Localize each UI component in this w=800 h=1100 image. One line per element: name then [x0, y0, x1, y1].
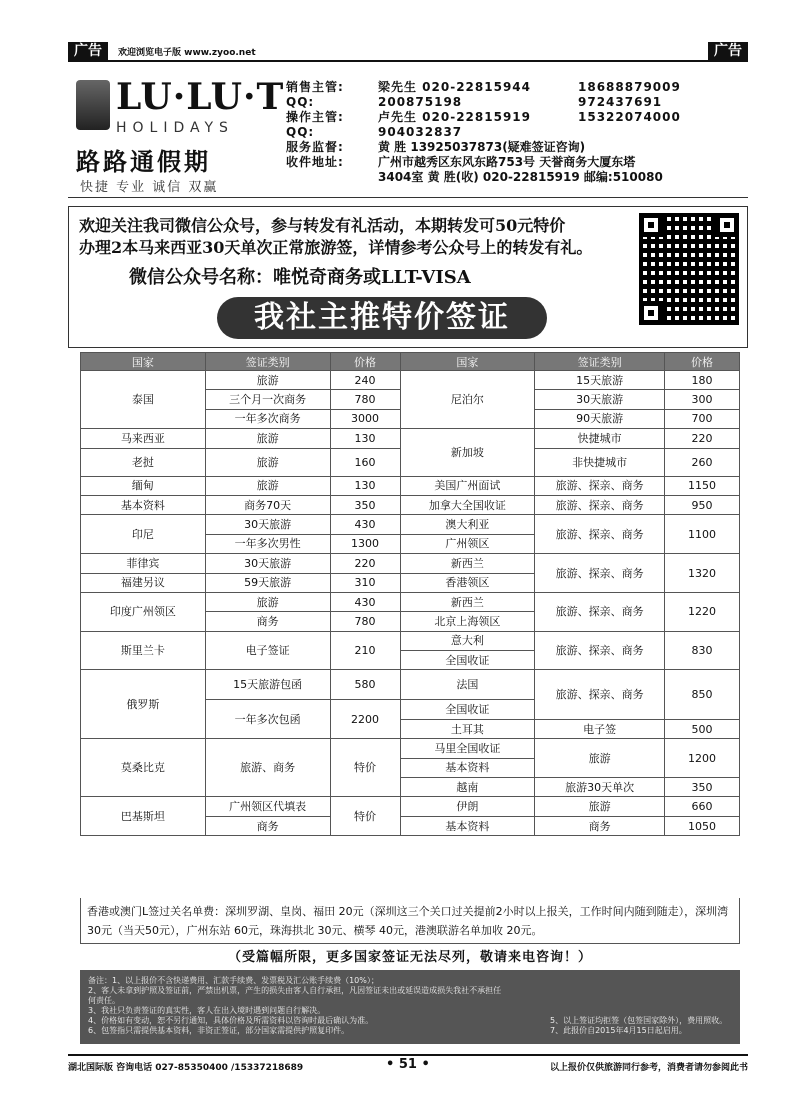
visa-type-cell: 30天旅游 — [535, 390, 665, 409]
country-cell: 法国 — [400, 670, 535, 700]
price-cell: 780 — [330, 612, 400, 631]
remarks-right — [550, 1016, 740, 1036]
visa-type-cell: 旅游、探亲、商务 — [535, 631, 665, 670]
visa-type-cell: 旅游 — [535, 797, 665, 816]
more-countries-note: （受篇幅所限，更多国家签证无法尽列，敬请来电咨询！） — [227, 950, 592, 965]
price-cell: 210 — [330, 631, 400, 670]
country-cell: 尼泊尔 — [400, 371, 535, 429]
visa-type-cell: 30天旅游 — [205, 515, 330, 534]
contact-label: 销售主管: — [286, 80, 344, 94]
price-cell: 300 — [665, 390, 740, 409]
contact-value: 梁先生 020-22815944 — [378, 80, 532, 94]
section-title-banner: 我社主推特价签证 — [217, 297, 547, 339]
table-row — [81, 554, 740, 573]
country-region-cell: 全国收证 — [400, 700, 535, 719]
visa-type-cell: 广州领区代填表 — [205, 797, 330, 816]
country-cell: 美国广州面试 — [400, 476, 535, 495]
country-cell: 泰国 — [81, 371, 206, 429]
visa-type-cell: 旅游、探亲、商务 — [535, 476, 665, 495]
table-row — [81, 739, 740, 758]
table-row — [81, 371, 740, 390]
column-header: 国家 — [81, 353, 206, 371]
remarks-left — [88, 976, 508, 1036]
country-region-cell: 北京上海领区 — [400, 612, 535, 631]
contact-value: 3404室 黄 胜(收) 020-22815919 邮编:510080 — [378, 170, 663, 184]
country-note-cell: 福建另议 — [81, 573, 206, 592]
price-cell: 850 — [665, 670, 740, 719]
page-number: • 51 • — [386, 1057, 430, 1072]
price-cell: 1220 — [665, 592, 740, 631]
visa-type-cell: 快捷城市 — [535, 429, 665, 448]
promo-line-1: 欢迎关注我司微信公众号，参与转发有礼活动，本期转发可50元特价 — [79, 216, 566, 235]
visa-type-cell: 旅游、探亲、商务 — [535, 495, 665, 514]
price-cell: 950 — [665, 495, 740, 514]
country-cell: 老挝 — [81, 448, 206, 476]
contact-row — [286, 80, 746, 95]
logo-holidays-text: HOLIDAYS — [116, 120, 234, 136]
country-cell: 越南 — [400, 778, 535, 797]
hk-macau-note: 香港或澳门L签过关名单费：深圳罗湖、皇岗、福田 20元（深圳这三个关口过关提前2小时以上报关，工作时间内随到随走），深圳湾 30元（当天50元），广州东站 60元，珠海拱北 30元、横琴 40元，港澳联游名单加收 20元。 — [80, 898, 740, 944]
country-cell: 马里全国收证 — [400, 739, 535, 758]
contact-row — [286, 170, 746, 185]
contact-row — [286, 125, 746, 140]
column-header: 签证类别 — [205, 353, 330, 371]
price-cell: 特价 — [330, 739, 400, 797]
country-cell: 新加坡 — [400, 429, 535, 476]
price-cell: 240 — [330, 371, 400, 390]
footer-edition-phone: 湖北国际版 咨询电话 027-85350400 /15337218689 — [68, 1063, 304, 1073]
contact-info — [286, 80, 746, 185]
table-row — [81, 495, 740, 514]
visa-type-cell: 15天旅游 — [535, 371, 665, 390]
table-row — [81, 797, 740, 816]
price-cell: 220 — [330, 554, 400, 573]
column-header: 签证类别 — [535, 353, 665, 371]
visa-type-cell: 一年多次男性 — [205, 534, 330, 553]
visa-type-cell: 15天旅游包函 — [205, 670, 330, 700]
remark-item: 2、客人未拿到护照及签证前，严禁出机票，产生的损失由客人自行承担，凡因签证未出或延误造成损失我社不承担任何责任。 — [88, 986, 502, 1005]
visa-type-cell: 旅游、商务 — [205, 739, 330, 797]
table-row — [81, 592, 740, 611]
visa-type-cell: 商务70天 — [205, 495, 330, 514]
contact-label: QQ: — [286, 95, 315, 109]
page-footer — [68, 1054, 748, 1072]
contact-row — [286, 95, 746, 110]
remark-item: 4、价格如有变动，恕不另行通知，具体价格及所需资料以咨询时最后确认为准。 — [88, 1016, 374, 1025]
contact-row — [286, 140, 746, 155]
remark-item: 7、此报价自2015年4月15日起启用。 — [550, 1026, 687, 1035]
table-row — [81, 476, 740, 495]
logo-chinese-name: 路路通假期 — [76, 148, 211, 176]
visa-type-cell: 59天旅游 — [205, 573, 330, 592]
price-cell: 350 — [330, 495, 400, 514]
country-cell: 缅甸 — [81, 476, 206, 495]
visa-type-cell: 非快捷城市 — [535, 448, 665, 476]
contact-label: 服务监督: — [286, 140, 344, 154]
price-cell: 1100 — [665, 515, 740, 554]
visa-type-cell: 旅游 — [205, 371, 330, 390]
price-cell: 660 — [665, 797, 740, 816]
visa-type-cell: 旅游 — [205, 592, 330, 611]
price-cell: 1320 — [665, 554, 740, 593]
country-cell: 印度广州领区 — [81, 592, 206, 631]
country-note-cell: 基本资料 — [81, 495, 206, 514]
qr-code-icon — [639, 213, 739, 325]
contact-value: 15322074000 — [578, 110, 681, 124]
country-cell: 新西兰 — [400, 554, 535, 573]
contact-label — [286, 170, 378, 185]
column-header: 国家 — [400, 353, 535, 371]
price-cell: 特价 — [330, 797, 400, 836]
visa-type-cell: 商务 — [205, 816, 330, 835]
ad-label-left: 广告 — [68, 42, 108, 61]
price-cell: 1050 — [665, 816, 740, 835]
price-cell: 780 — [330, 390, 400, 409]
logo-slogan: 快捷 专业 诚信 双赢 — [80, 180, 219, 195]
country-cell: 意大利 — [400, 631, 535, 650]
contact-value: 200875198 — [378, 95, 463, 109]
contact-label: QQ: — [286, 125, 315, 139]
remarks-box — [80, 970, 740, 1044]
country-region-cell: 基本资料 — [400, 758, 535, 777]
contact-row — [286, 155, 746, 170]
country-region-cell: 广州领区 — [400, 534, 535, 553]
country-region-cell: 基本资料 — [400, 816, 535, 835]
price-cell: 430 — [330, 592, 400, 611]
country-cell: 土耳其 — [400, 719, 535, 738]
contact-row — [286, 110, 746, 125]
price-cell: 160 — [330, 448, 400, 476]
contact-label: 操作主管: — [286, 110, 344, 124]
country-cell: 斯里兰卡 — [81, 631, 206, 670]
visa-type-cell: 旅游 — [205, 429, 330, 448]
price-cell: 430 — [330, 515, 400, 534]
price-cell: 1200 — [665, 739, 740, 778]
visa-type-cell: 旅游、探亲、商务 — [535, 670, 665, 719]
price-cell: 260 — [665, 448, 740, 476]
remark-item: 5、以上签证均拒签（包签国家除外），费用照收。 — [550, 1016, 728, 1025]
table-row — [81, 670, 740, 700]
contact-value: 黄 胜 13925037873(疑难签证咨询) — [378, 140, 586, 154]
footer-disclaimer: 以上报价仅供旅游同行参考，消费者请勿参阅此书 — [549, 1063, 748, 1073]
price-cell: 500 — [665, 719, 740, 738]
company-logo — [68, 76, 285, 196]
country-cell: 澳大利亚 — [400, 515, 535, 534]
logo-brand-text: LU·LU·T — [116, 76, 285, 118]
country-cell: 加拿大全国收证 — [400, 495, 535, 514]
column-header: 价格 — [330, 353, 400, 371]
price-cell: 3000 — [330, 409, 400, 428]
visa-type-cell: 商务 — [535, 816, 665, 835]
top-url-text: 欢迎浏览电子版 www.zyoo.net — [118, 48, 256, 58]
visa-type-cell: 三个月一次商务 — [205, 390, 330, 409]
promo-line-2: 办理2本马来西亚30天单次正常旅游签，详情参考公众号上的转发有礼。 — [79, 238, 593, 257]
ad-label-right: 广告 — [708, 42, 748, 61]
country-cell: 印尼 — [81, 515, 206, 554]
visa-type-cell: 一年多次商务 — [205, 409, 330, 428]
country-cell: 马来西亚 — [81, 429, 206, 448]
logo-s-mark-icon — [76, 80, 110, 130]
price-cell: 2200 — [330, 700, 400, 739]
table-row — [81, 429, 740, 448]
visa-type-cell: 电子签证 — [205, 631, 330, 670]
remark-item: 3、我社只负责签证的真实性，客人在出入境时遇到问题自行解决。 — [88, 1006, 326, 1015]
contact-label: 收件地址: — [286, 155, 344, 169]
country-cell: 菲律宾 — [81, 554, 206, 573]
table-row — [81, 515, 740, 534]
price-cell: 1300 — [330, 534, 400, 553]
visa-price-table — [80, 352, 740, 836]
price-cell: 180 — [665, 371, 740, 390]
remark-item: 6、包签指只需提供基本资料，非资正签证，部分国家需提供护照复印件。 — [88, 1026, 350, 1035]
top-banner — [68, 42, 748, 62]
visa-type-cell: 商务 — [205, 612, 330, 631]
price-cell: 130 — [330, 476, 400, 495]
price-cell: 310 — [330, 573, 400, 592]
visa-type-cell: 一年多次包函 — [205, 700, 330, 739]
country-region-cell: 全国收证 — [400, 651, 535, 670]
remark-item: 备注：1、以上报价不含快递费用、汇款手续费、发票税及汇公账手续费（10%）； — [88, 976, 379, 985]
contact-value: 18688879009 — [578, 80, 681, 94]
price-cell: 580 — [330, 670, 400, 700]
visa-type-cell: 电子签 — [535, 719, 665, 738]
price-cell: 220 — [665, 429, 740, 448]
contact-value: 904032837 — [378, 125, 463, 139]
column-header: 价格 — [665, 353, 740, 371]
country-cell: 巴基斯坦 — [81, 797, 206, 836]
contact-value: 972437691 — [578, 95, 663, 109]
table-row — [81, 631, 740, 650]
visa-type-cell: 30天旅游 — [205, 554, 330, 573]
wechat-promo — [68, 206, 748, 348]
table-header-row — [81, 353, 740, 371]
visa-type-cell: 旅游、探亲、商务 — [535, 515, 665, 554]
contact-value: 卢先生 020-22815919 — [378, 110, 532, 124]
visa-type-cell: 旅游 — [205, 476, 330, 495]
country-cell: 莫桑比克 — [81, 739, 206, 797]
price-cell: 700 — [665, 409, 740, 428]
visa-type-cell: 旅游、探亲、商务 — [535, 554, 665, 593]
country-cell: 新西兰 — [400, 592, 535, 611]
page-number-value: 51 — [398, 1057, 417, 1072]
price-cell: 1150 — [665, 476, 740, 495]
company-header — [68, 66, 748, 198]
price-cell: 830 — [665, 631, 740, 670]
country-cell: 俄罗斯 — [81, 670, 206, 739]
promo-text — [79, 215, 639, 259]
visa-type-cell: 旅游 — [535, 739, 665, 778]
price-cell: 130 — [330, 429, 400, 448]
visa-type-cell: 90天旅游 — [535, 409, 665, 428]
price-cell: 350 — [665, 778, 740, 797]
country-region-cell: 香港领区 — [400, 573, 535, 592]
visa-type-cell: 旅游 — [205, 448, 330, 476]
wechat-account-name: 微信公众号名称：唯悦奇商务或LLT-VISA — [129, 267, 471, 288]
country-cell: 伊朗 — [400, 797, 535, 816]
contact-value: 广州市越秀区东风东路753号 天誉商务大厦东塔 — [378, 155, 636, 169]
visa-type-cell: 旅游30天单次 — [535, 778, 665, 797]
visa-type-cell: 旅游、探亲、商务 — [535, 592, 665, 631]
